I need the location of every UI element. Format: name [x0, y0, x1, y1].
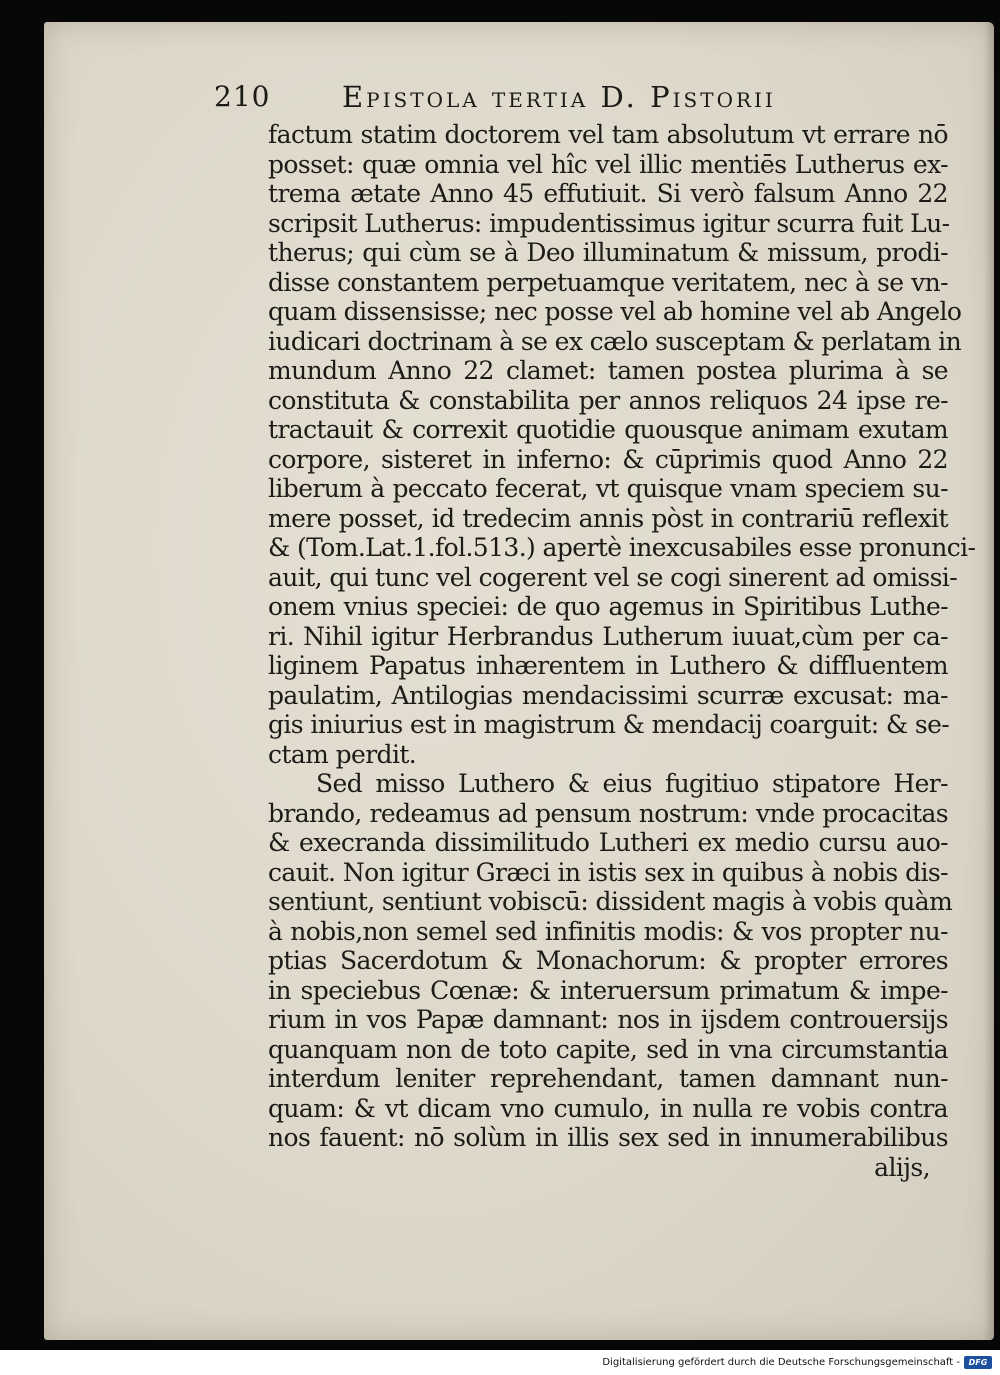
- text-line: brando, redeamus ad pensum nostrum: vnde procacitas: [268, 798, 948, 828]
- page-number: 210: [214, 80, 271, 113]
- page-header: [214, 80, 874, 116]
- text-line: liginem Papatus inhærentem in Luthero & diffluentem: [268, 651, 948, 680]
- text-line: interdum leniter reprehendant, tamen damnant nun-: [268, 1064, 948, 1093]
- text-line: nos fauent: nō solùm in illis sex sed in innumerabilibus: [268, 1123, 948, 1152]
- text-line: disse constantem perpetuamque veritatem, nec à se vn-: [268, 267, 948, 297]
- text-line: onem vnius speciei: de quo agemus in Spiritibus Luthe-: [268, 592, 948, 621]
- footer-bar: [0, 1350, 1000, 1375]
- text-line: cauit. Non igitur Græci in istis sex in quibus à nobis dis-: [268, 857, 948, 887]
- text-line: iudicari doctrinam à se ex cælo susceptam & perlatam in: [268, 326, 962, 356]
- catchword: alijs,: [874, 1152, 930, 1182]
- text-line: gis iniurius est in magistrum & mendacij coarguit: & se-: [268, 710, 950, 739]
- text-line: trema ætate Anno 45 effutiuit. Si verò falsum Anno 22: [268, 179, 948, 208]
- text-line: factum statim doctorem vel tam absolutum vt errare nō: [268, 120, 948, 149]
- text-line: scripsit Lutherus: impudentissimus igitur scurra fuit Lu-: [268, 208, 950, 238]
- text-line: auit, qui tunc vel cogerent vel se cogi sinerent ad omissi-: [268, 562, 958, 592]
- text-line: mundum Anno 22 clamet: tamen postea plurima à se: [268, 356, 948, 385]
- text-line: paulatim, Antilogias mendacissimi scurræ excusat: ma-: [268, 680, 948, 710]
- text-line: & (Tom.Lat.1.fol.513.) apertè inexcusabiles esse pronunci-: [268, 533, 976, 562]
- paragraph-first-line: Sed misso Luthero & eius fugitiuo stipatore Her-: [316, 769, 948, 798]
- text-line: & execranda dissimilitudo Lutheri ex medio cursu auo-: [268, 828, 948, 857]
- text-line: quam: & vt dicam vno cumulo, in nulla re vobis contra: [268, 1093, 948, 1123]
- text-line: in speciebus Cœnæ: & interuersum primatum & impe-: [268, 975, 948, 1005]
- running-head: Epistola tertia D. Pistorii: [342, 80, 776, 114]
- text-line: therus; qui cùm se à Deo illuminatum & missum, prodi-: [268, 238, 948, 267]
- text-line: corpore, sisteret in inferno: & cūprimis quod Anno 22: [268, 444, 948, 474]
- text-line: à nobis,non semel sed infinitis modis: & vos propter nu-: [268, 916, 948, 946]
- text-line: sentiunt, sentiunt vobiscū: dissident magis à vobis quàm: [268, 887, 953, 916]
- text-line: quanquam non de toto capite, sed in vna circumstantia: [268, 1034, 948, 1064]
- text-line: ri. Nihil igitur Herbrandus Lutherum iuuat,cùm per ca-: [268, 621, 948, 651]
- text-line: tractauit & correxit quotidie quousque animam exutam: [268, 415, 948, 444]
- text-line: rium in vos Papæ damnant: nos in ijsdem controuersijs: [268, 1005, 948, 1034]
- page-edge-shadow: [984, 22, 994, 1340]
- body-text: [268, 120, 976, 1182]
- text-line: posset: quæ omnia vel hîc vel illic mentiēs Lutherus ex-: [268, 149, 948, 179]
- funding-credit: Digitalisierung gefördert durch die Deutsche Forschungsgemeinschaft -: [602, 1357, 960, 1368]
- text-line: mere posset, id tredecim annis pòst in contrariū reflexit: [268, 503, 948, 533]
- text-line: liberum à peccato fecerat, vt quisque vnam speciem su-: [268, 474, 948, 503]
- text-line: ptias Sacerdotum & Monachorum: & propter errores: [268, 946, 948, 975]
- dfg-logo-icon: DFG: [964, 1356, 992, 1369]
- text-line: quam dissensisse; nec posse vel ab homine vel ab Angelo: [268, 297, 962, 326]
- text-line: ctam perdit.: [268, 739, 417, 769]
- text-line: constituta & constabilita per annos reliquos 24 ipse re-: [268, 385, 948, 415]
